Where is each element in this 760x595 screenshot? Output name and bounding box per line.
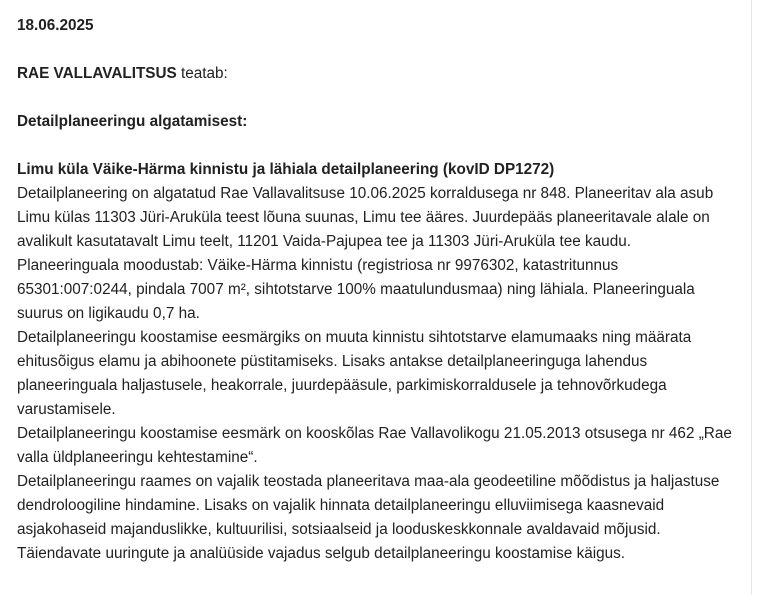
plan-title: Limu küla Väike-Härma kinnistu ja lähiala detailplaneering (kovID DP1272) — [17, 161, 555, 178]
paragraph-purpose: Detailplaneeringu koostamise eesmärgiks on muuta kinnistu sihtotstarve elamumaaks ning määrata ehitusõigus elamu ja abihoonete püstitamiseks. Lisaks antakse detailplaneeringuga lahendus planeeringuala haljastusele, heakorrale, juurdepääsule, parkimiskorraldusele ja tehnovõrkudega varustamisele. — [17, 329, 692, 418]
paragraph-studies: Detailplaneeringu raames on vajalik teostada planeeritava maa-ala geodeetiline mõõdistus ja haljastuse dendroloogiline hindamine. Lisaks on vajalik hinnata detailplaneeringu elluviimisega kaasnevaid asjakohaseid majanduslikke, kultuurilisi, sotsiaalseid ja looduskeskkonnale avaldavaid mõjusid. Täiendavate uuringute ja analüüside vajadus selgub detailplaneeringu koostamise käigus. — [17, 473, 720, 562]
announcer-organization: RAE VALLAVALITSUS — [17, 65, 177, 82]
paragraph-general-plan: Detailplaneeringu koostamise eesmärk on kooskõlas Rae Vallavolikogu 21.05.2013 otsusega nr 462 „Rae valla üldplaneeringu kehtestamine“. — [17, 425, 732, 466]
notice-announcer — [17, 62, 732, 86]
content-divider — [751, 0, 752, 595]
notice-content — [17, 14, 732, 566]
paragraph-initiation: Detailplaneering on algatatud Rae Vallavalitsuse 10.06.2025 korraldusega nr 848. Planeeritav ala asub Limu külas 11303 Jüri-Aruküla teest lõuna suunas, Limu tee ääres. Juurdepääs planeeritavale alale on avalikult kasutatavalt Limu teelt, 11201 Vaida-Pajupea tee ja 11303 Jüri-Aruküla tee kaudu. Planeeringuala moodustab: Väike-Härma kinnistu (registriosa nr 9976302, katastritunnus 65301:007:0244, pindala 7007 m², sihtotstarve 100% maatulundusmaa) ning lähiala. Planeeringuala suurus on ligikaudu 0,7 ha. — [17, 185, 714, 322]
section-title: Detailplaneeringu algatamisest: — [17, 113, 248, 130]
announcer-verb: teatab: — [176, 65, 228, 82]
notice-date: 18.06.2025 — [17, 17, 94, 34]
